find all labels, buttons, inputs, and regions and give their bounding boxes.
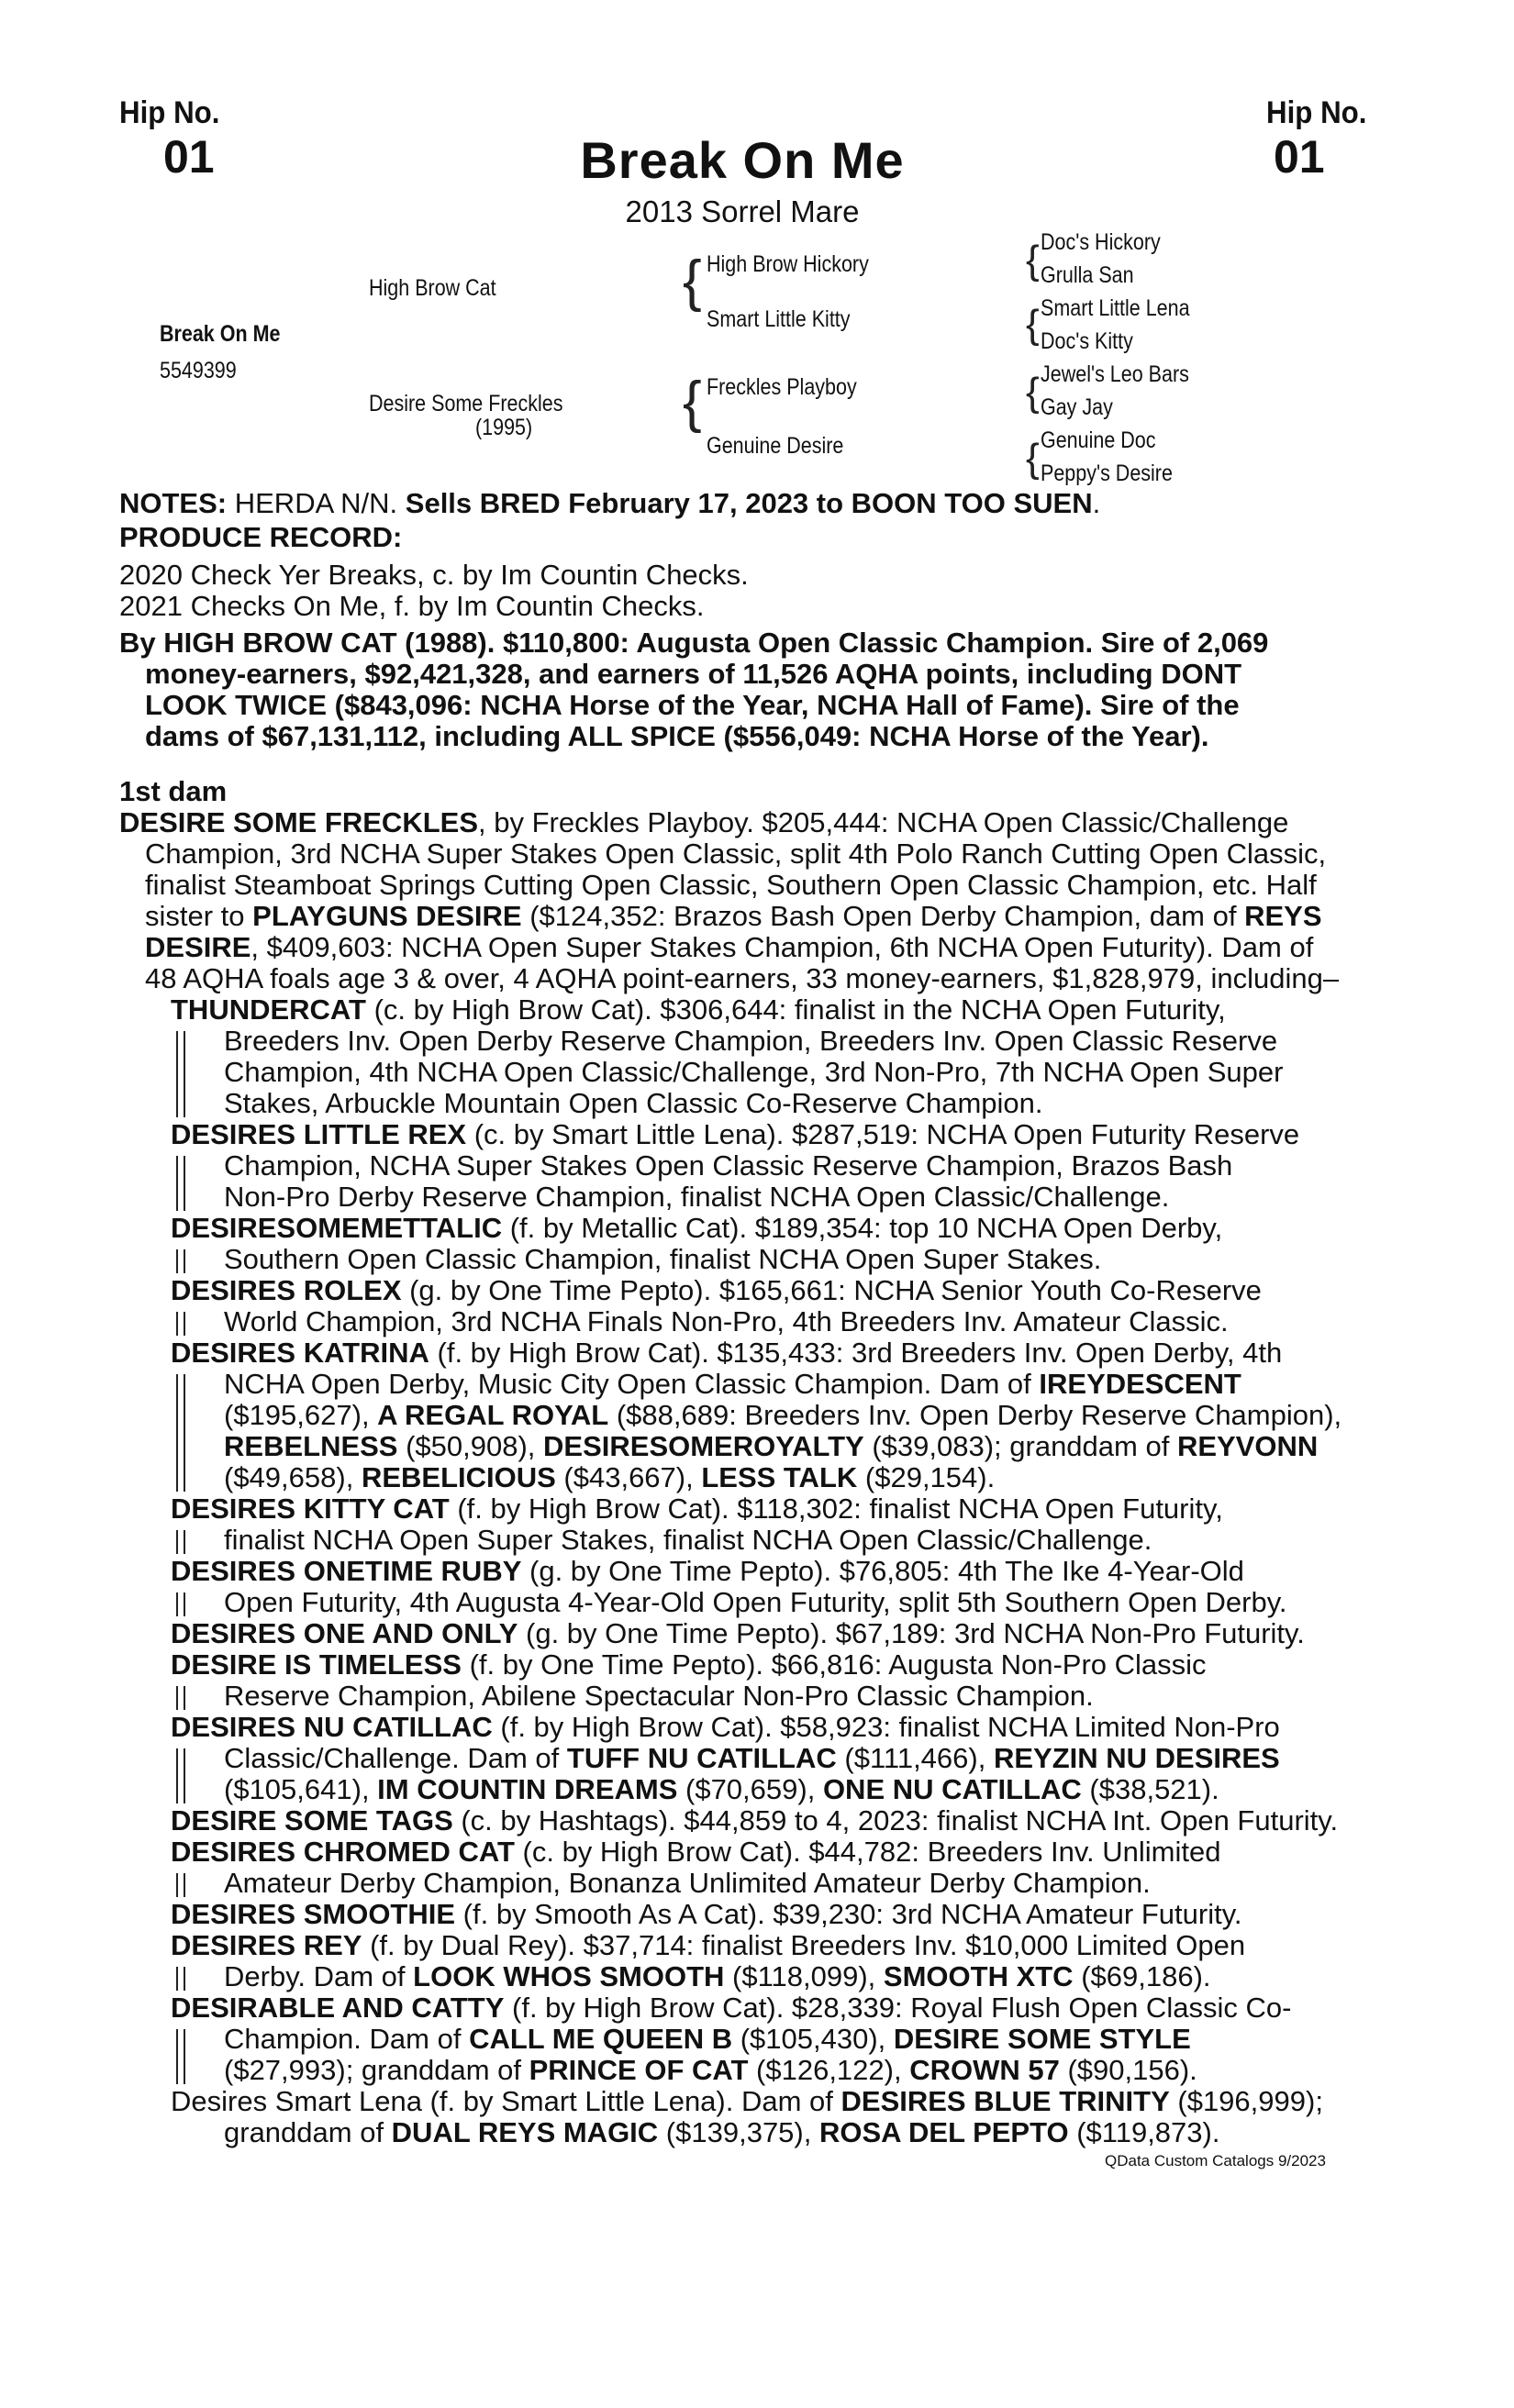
offspring-entry: DESIRES KITTY CAT (f. by High Brow Cat). $118,302: finalist NCHA Open Futurity,: [171, 1493, 1223, 1525]
pedigree-g4: Doc's Kitty: [1041, 328, 1133, 354]
indent-bar: [176, 1592, 178, 1616]
offspring-line: Reserve Champion, Abilene Spectacular Non-Pro Classic Champion.: [224, 1680, 1094, 1712]
indent-bar: [184, 1031, 185, 1117]
offspring-entry: DESIRABLE AND CATTY (f. by High Brow Cat). $28,339: Royal Flush Open Classic Co-: [171, 1992, 1292, 2024]
offspring-line: Champion, NCHA Super Stakes Open Classic Reserve Champion, Brazos Bash: [224, 1149, 1233, 1182]
sire-line: LOOK TWICE ($843,096: NCHA Horse of the Year, NCHA Hall of Fame). Sire of the: [145, 689, 1240, 721]
offspring-line: Champion. Dam of CALL ME QUEEN B ($105,430), DESIRE SOME STYLE: [224, 2023, 1191, 2055]
offspring-entry: Desires Smart Lena (f. by Smart Little Lena). Dam of DESIRES BLUE TRINITY ($196,999);: [171, 2085, 1323, 2117]
dam-line: sister to PLAYGUNS DESIRE ($124,352: Brazos Bash Open Derby Champion, dam of REYS: [145, 900, 1322, 932]
sire-line: money-earners, $92,421,328, and earners of 11,526 AQHA points, including DONT: [145, 658, 1242, 690]
brace-g3: {: [1026, 370, 1040, 415]
indent-bar: [176, 1374, 178, 1492]
offspring-entry: DESIRES ONETIME RUBY (g. by One Time Pepto). $76,805: 4th The Ike 4-Year-Old: [171, 1555, 1244, 1587]
offspring-entry: DESIRES LITTLE REX (c. by Smart Little Lena). $287,519: NCHA Open Futurity Reserve: [171, 1118, 1300, 1150]
indent-bar: [176, 2029, 178, 2084]
produce-entry: 2021 Checks On Me, f. by Im Countin Checks.: [119, 590, 705, 622]
indent-bar: [176, 1249, 178, 1273]
pedigree-dam: Desire Some Freckles: [369, 391, 563, 416]
indent-bar: [176, 1031, 178, 1117]
offspring-line: Open Futurity, 4th Augusta 4-Year-Old Open Futurity, split 5th Southern Open Derby.: [224, 1586, 1287, 1618]
offspring-line: Stakes, Arbuckle Mountain Open Classic Co-Reserve Champion.: [224, 1087, 1043, 1119]
notes-end: .: [1092, 487, 1101, 519]
offspring-entry: DESIRES SMOOTHIE (f. by Smooth As A Cat). $39,230: 3rd NCHA Amateur Futurity.: [171, 1898, 1242, 1930]
pedigree-g6: Gay Jay: [1041, 394, 1113, 420]
horse-name: Break On Me: [580, 131, 905, 189]
indent-bar: [184, 1748, 185, 1803]
brace-g4: {: [1026, 436, 1040, 481]
offspring-line: Derby. Dam of LOOK WHOS SMOOTH ($118,099), SMOOTH XTC ($69,186).: [224, 1960, 1211, 1992]
indent-bar: [184, 1873, 185, 1897]
offspring-entry: DESIRES CHROMED CAT (c. by High Brow Cat). $44,782: Breeders Inv. Unlimited: [171, 1836, 1221, 1868]
offspring-line: Breeders Inv. Open Derby Reserve Champion, Breeders Inv. Open Classic Reserve: [224, 1025, 1278, 1057]
offspring-line: Amateur Derby Champion, Bonanza Unlimited Amateur Derby Champion.: [224, 1867, 1151, 1899]
offspring-line: Classic/Challenge. Dam of TUFF NU CATILLAC ($111,466), REYZIN NU DESIRES: [224, 1742, 1280, 1774]
dam-line: 48 AQHA foals age 3 & over, 4 AQHA point-earners, 33 money-earners, $1,828,979, including–: [145, 962, 1340, 994]
produce-record-label: PRODUCE RECORD:: [119, 521, 403, 553]
offspring-line: REBELNESS ($50,908), DESIRESOMEROYALTY ($39,083); granddam of REYVONN: [224, 1430, 1319, 1462]
pedigree-dam-sire: Freckles Playboy: [707, 374, 857, 400]
notes-label: NOTES:: [119, 487, 228, 519]
offspring-line: World Champion, 3rd NCHA Finals Non-Pro, 4th Breeders Inv. Amateur Classic.: [224, 1305, 1229, 1337]
registration-number: 5549399: [160, 358, 237, 383]
horse-description: 2013 Sorrel Mare: [625, 194, 860, 228]
pedigree-g5: Jewel's Leo Bars: [1041, 361, 1189, 387]
produce-entry: 2020 Check Yer Breaks, c. by Im Countin Checks.: [119, 559, 749, 591]
offspring-line: Southern Open Classic Champion, finalist NCHA Open Super Stakes.: [224, 1243, 1102, 1275]
offspring-entry: DESIRE SOME TAGS (c. by Hashtags). $44,859 to 4, 2023: finalist NCHA Int. Open Futurity.: [171, 1804, 1339, 1837]
brace-g1: {: [1026, 238, 1040, 283]
indent-bar: [176, 1873, 178, 1897]
notes-herda: HERDA N/N.: [227, 487, 406, 519]
offspring-entry: DESIRES NU CATILLAC (f. by High Brow Cat). $58,923: finalist NCHA Limited Non-Pro: [171, 1711, 1280, 1743]
hip-label-left: Hip No.: [119, 95, 220, 130]
offspring-entry: DESIRES ROLEX (g. by One Time Pepto). $165,661: NCHA Senior Youth Co-Reserve: [171, 1274, 1262, 1306]
pedigree-sire: High Brow Cat: [369, 275, 496, 301]
offspring-entry: DESIRES REY (f. by Dual Rey). $37,714: finalist Breeders Inv. $10,000 Limited Open: [171, 1929, 1246, 1961]
pedigree-g3: Smart Little Lena: [1041, 295, 1190, 321]
indent-bar: [184, 1686, 185, 1710]
sire-line: By HIGH BROW CAT (1988). $110,800: Augusta Open Classic Champion. Sire of 2,069: [119, 627, 1269, 659]
dam-line: Champion, 3rd NCHA Super Stakes Open Classic, split 4th Polo Ranch Cutting Open Classic,: [145, 838, 1327, 870]
offspring-entry: DESIRESOMEMETTALIC (f. by Metallic Cat). $189,354: top 10 NCHA Open Derby,: [171, 1212, 1223, 1244]
sire-line: dams of $67,131,112, including ALL SPICE ($556,049: NCHA Horse of the Year).: [145, 720, 1209, 752]
offspring-entry: DESIRE IS TIMELESS (f. by One Time Pepto). $66,816: Augusta Non-Pro Classic: [171, 1648, 1207, 1681]
indent-bar: [176, 1156, 178, 1211]
dam-line: DESIRE SOME FRECKLES, by Freckles Playboy. $205,444: NCHA Open Classic/Challenge: [119, 806, 1289, 838]
brace-sire: {: [683, 250, 702, 313]
offspring-line: ($49,658), REBELICIOUS ($43,667), LESS TALK ($29,154).: [224, 1461, 996, 1493]
offspring-line: NCHA Open Derby, Music City Open Classic Champion. Dam of IREYDESCENT: [224, 1368, 1241, 1400]
indent-bar: [176, 1748, 178, 1803]
offspring-entry: THUNDERCAT (c. by High Brow Cat). $306,644: finalist in the NCHA Open Futurity,: [171, 993, 1226, 1026]
pedigree-subject: Break On Me: [160, 321, 281, 347]
dam-line: DESIRE, $409,603: NCHA Open Super Stakes Champion, 6th NCHA Open Futurity). Dam of: [145, 931, 1314, 963]
indent-bar: [176, 1312, 178, 1336]
notes-bred: Sells BRED February 17, 2023 to BOON TOO SUEN: [405, 487, 1093, 519]
offspring-line: Champion, 4th NCHA Open Classic/Challenge, 3rd Non-Pro, 7th NCHA Open Super: [224, 1056, 1284, 1088]
pedigree-dam-dam: Genuine Desire: [707, 433, 844, 459]
indent-bar: [184, 1312, 185, 1336]
indent-bar: [184, 1592, 185, 1616]
offspring-line: finalist NCHA Open Super Stakes, finalist NCHA Open Classic/Challenge.: [224, 1524, 1152, 1556]
hip-number-left: 01: [163, 131, 215, 183]
pedigree-g8: Peppy's Desire: [1041, 461, 1173, 486]
offspring-entry: DESIRES KATRINA (f. by High Brow Cat). $135,433: 3rd Breeders Inv. Open Derby, 4th: [171, 1337, 1283, 1369]
offspring-entry: DESIRES ONE AND ONLY (g. by One Time Pepto). $67,189: 3rd NCHA Non-Pro Futurity.: [171, 1617, 1305, 1649]
notes: [119, 488, 1100, 519]
dam-line: finalist Steamboat Springs Cutting Open Classic, Southern Open Classic Champion, etc. Half: [145, 869, 1317, 901]
indent-bar: [184, 1156, 185, 1211]
indent-bar: [184, 1374, 185, 1492]
first-dam-label: 1st dam: [119, 775, 228, 807]
pedigree-dam-year: (1995): [475, 415, 533, 440]
indent-bar: [176, 1686, 178, 1710]
footer-credit: QData Custom Catalogs 9/2023: [1105, 2152, 1326, 2169]
indent-bar: [176, 1530, 178, 1554]
indent-bar: [176, 1967, 178, 1991]
indent-bar: [184, 1967, 185, 1991]
offspring-line: granddam of DUAL REYS MAGIC ($139,375), ROSA DEL PEPTO ($119,873).: [224, 2116, 1220, 2148]
offspring-line: ($105,641), IM COUNTIN DREAMS ($70,659), ONE NU CATILLAC ($38,521).: [224, 1773, 1219, 1805]
indent-bar: [184, 1249, 185, 1273]
offspring-line: ($27,993); granddam of PRINCE OF CAT ($126,122), CROWN 57 ($90,156).: [224, 2054, 1197, 2086]
indent-bar: [184, 2029, 185, 2084]
offspring-line: ($195,627), A REGAL ROYAL ($88,689: Breeders Inv. Open Derby Reserve Champion),: [224, 1399, 1342, 1431]
brace-dam: {: [683, 371, 702, 434]
pedigree-sire-sire: High Brow Hickory: [707, 251, 869, 277]
hip-number-right: 01: [1274, 131, 1325, 183]
offspring-line: Non-Pro Derby Reserve Champion, finalist NCHA Open Classic/Challenge.: [224, 1181, 1170, 1213]
pedigree-g1: Doc's Hickory: [1041, 229, 1161, 255]
brace-g2: {: [1026, 302, 1040, 347]
pedigree-g2: Grulla San: [1041, 262, 1134, 288]
pedigree-g7: Genuine Doc: [1041, 427, 1156, 453]
indent-bar: [184, 1530, 185, 1554]
hip-label-right: Hip No.: [1266, 95, 1367, 130]
pedigree-sire-dam: Smart Little Kitty: [707, 306, 851, 332]
